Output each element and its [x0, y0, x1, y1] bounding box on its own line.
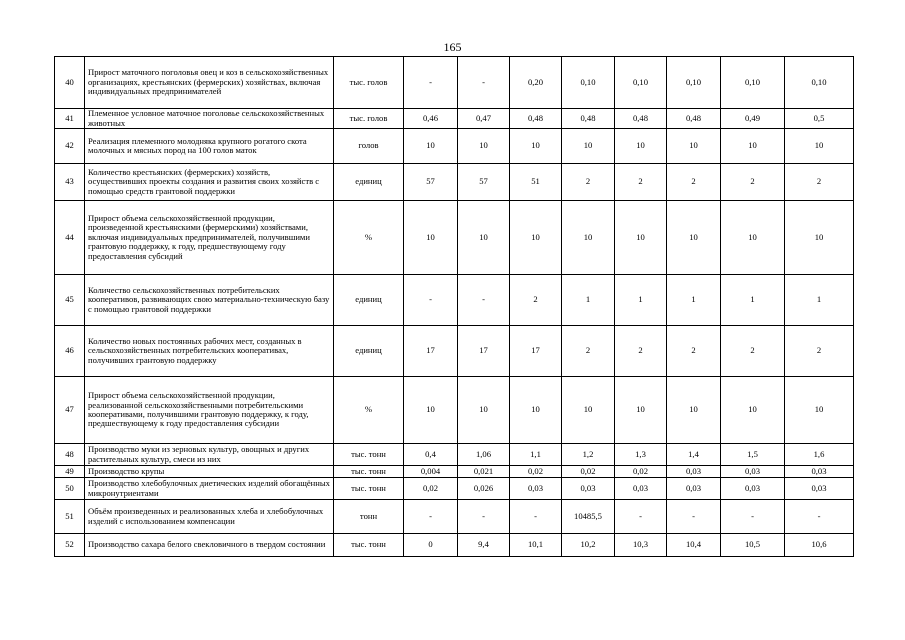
value-cell: 0,03: [785, 478, 854, 500]
indicator-name-cell: Производство хлебобулочных диетических изделий обогащённых микронутриентами: [85, 478, 334, 500]
value-cell: 2: [615, 326, 667, 377]
value-cell: 0,03: [785, 466, 854, 478]
value-cell: 0,47: [458, 109, 510, 129]
indicator-name-cell: Количество крестьянских (фермерских) хозяйств, осуществивших проекты создания и развития своих хозяйств с помощью средств грантовой поддержки: [85, 164, 334, 201]
indicator-name-cell: Производство муки из зерновых культур, овощных и других растительных культур, смеси из них: [85, 444, 334, 466]
row-number-cell: 40: [55, 57, 85, 109]
value-cell: -: [721, 500, 785, 534]
unit-cell: тыс. тонн: [334, 466, 404, 478]
value-cell: 1,06: [458, 444, 510, 466]
row-number-cell: 43: [55, 164, 85, 201]
row-number-cell: 48: [55, 444, 85, 466]
indicator-name-cell: Производство сахара белого свекловичного в твердом состоянии: [85, 534, 334, 557]
value-cell: 10: [785, 129, 854, 164]
indicator-name-cell: Прирост объема сельскохозяйственной продукции, произведенной крестьянскими (фермерскими) хозяйствами, включая индивидуальных предпринимателей, получившими грантовую поддержку, к году, предшествующему году предоставления субсидий: [85, 201, 334, 275]
value-cell: 10: [562, 377, 615, 444]
row-number-cell: 46: [55, 326, 85, 377]
value-cell: 10: [667, 129, 721, 164]
value-cell: -: [458, 57, 510, 109]
table-row: [55, 201, 854, 275]
value-cell: 10: [721, 201, 785, 275]
value-cell: -: [615, 500, 667, 534]
value-cell: 2: [721, 164, 785, 201]
value-cell: 0,10: [615, 57, 667, 109]
table-row: [55, 109, 854, 129]
value-cell: 0,03: [721, 478, 785, 500]
value-cell: 17: [510, 326, 562, 377]
value-cell: -: [404, 275, 458, 326]
value-cell: 10: [404, 377, 458, 444]
indicator-name-cell: Прирост объема сельскохозяйственной продукции, реализованной сельскохозяйственными потребительскими кооперативами, получившими грантовую поддержку, к году, предшествующему к году предоставления субсидии: [85, 377, 334, 444]
value-cell: 17: [404, 326, 458, 377]
value-cell: 1,3: [615, 444, 667, 466]
indicator-name-cell: Производство крупы: [85, 466, 334, 478]
value-cell: 10: [721, 377, 785, 444]
table-row: [55, 57, 854, 109]
table-row: [55, 326, 854, 377]
row-number-cell: 51: [55, 500, 85, 534]
value-cell: 1: [615, 275, 667, 326]
table-row: [55, 478, 854, 500]
indicator-name-cell: Количество новых постоянных рабочих мест, созданных в сельскохозяйственных потребительских кооперативах, получивших грантовую поддержку: [85, 326, 334, 377]
value-cell: 2: [667, 326, 721, 377]
value-cell: 2: [785, 164, 854, 201]
unit-cell: %: [334, 377, 404, 444]
value-cell: 0,03: [721, 466, 785, 478]
table-row: [55, 377, 854, 444]
unit-cell: тыс. тонн: [334, 534, 404, 557]
value-cell: -: [458, 500, 510, 534]
value-cell: 57: [458, 164, 510, 201]
value-cell: 0,49: [721, 109, 785, 129]
table-row: [55, 129, 854, 164]
unit-cell: единиц: [334, 275, 404, 326]
value-cell: -: [458, 275, 510, 326]
value-cell: 0,03: [615, 478, 667, 500]
value-cell: 2: [562, 326, 615, 377]
indicator-name-cell: Реализация племенного молодняка крупного рогатого скота молочных и мясных пород на 100 голов маток: [85, 129, 334, 164]
value-cell: 1,2: [562, 444, 615, 466]
value-cell: 17: [458, 326, 510, 377]
indicators-table: [54, 56, 854, 557]
value-cell: -: [785, 500, 854, 534]
value-cell: 1,6: [785, 444, 854, 466]
table-row: [55, 534, 854, 557]
table-row: [55, 275, 854, 326]
value-cell: 0,021: [458, 466, 510, 478]
value-cell: 10: [562, 129, 615, 164]
value-cell: 0,026: [458, 478, 510, 500]
value-cell: 0,10: [721, 57, 785, 109]
value-cell: 1: [562, 275, 615, 326]
value-cell: 10: [510, 129, 562, 164]
value-cell: 10: [721, 129, 785, 164]
value-cell: 10: [667, 201, 721, 275]
value-cell: 0,10: [785, 57, 854, 109]
value-cell: 1,1: [510, 444, 562, 466]
value-cell: 10: [785, 377, 854, 444]
value-cell: 0,48: [667, 109, 721, 129]
value-cell: 10,5: [721, 534, 785, 557]
value-cell: 2: [562, 164, 615, 201]
value-cell: 10: [667, 377, 721, 444]
value-cell: 0,03: [667, 478, 721, 500]
value-cell: 10: [615, 377, 667, 444]
table-row: [55, 164, 854, 201]
row-number-cell: 44: [55, 201, 85, 275]
unit-cell: тыс. тонн: [334, 444, 404, 466]
row-number-cell: 47: [55, 377, 85, 444]
indicator-name-cell: Количество сельскохозяйственных потребительских кооперативов, развивающих свою материально-техническую базу с помощью грантовой поддержки: [85, 275, 334, 326]
value-cell: 0,02: [404, 478, 458, 500]
unit-cell: единиц: [334, 164, 404, 201]
value-cell: 0,02: [510, 466, 562, 478]
value-cell: 2: [667, 164, 721, 201]
value-cell: 0,20: [510, 57, 562, 109]
value-cell: 10: [404, 201, 458, 275]
table-row: [55, 444, 854, 466]
value-cell: 10: [458, 377, 510, 444]
value-cell: 10: [615, 201, 667, 275]
value-cell: 10: [510, 377, 562, 444]
value-cell: 1: [785, 275, 854, 326]
value-cell: 10,6: [785, 534, 854, 557]
row-number-cell: 41: [55, 109, 85, 129]
value-cell: 10: [458, 129, 510, 164]
indicator-name-cell: Племенное условное маточное поголовье сельскохозяйственных животных: [85, 109, 334, 129]
value-cell: 0,48: [510, 109, 562, 129]
value-cell: 0,10: [667, 57, 721, 109]
value-cell: 10485,5: [562, 500, 615, 534]
value-cell: 0,10: [562, 57, 615, 109]
value-cell: 57: [404, 164, 458, 201]
value-cell: 51: [510, 164, 562, 201]
value-cell: 1,5: [721, 444, 785, 466]
value-cell: 2: [510, 275, 562, 326]
value-cell: 10: [510, 201, 562, 275]
value-cell: 10,3: [615, 534, 667, 557]
row-number-cell: 49: [55, 466, 85, 478]
value-cell: 0,5: [785, 109, 854, 129]
page-number: 165: [443, 40, 462, 54]
value-cell: 1,4: [667, 444, 721, 466]
value-cell: 0,03: [510, 478, 562, 500]
row-number-cell: 45: [55, 275, 85, 326]
value-cell: 1: [721, 275, 785, 326]
value-cell: -: [404, 57, 458, 109]
value-cell: 10: [404, 129, 458, 164]
row-number-cell: 42: [55, 129, 85, 164]
value-cell: 10: [785, 201, 854, 275]
unit-cell: тыс. тонн: [334, 478, 404, 500]
unit-cell: тонн: [334, 500, 404, 534]
value-cell: 10,2: [562, 534, 615, 557]
table-body: [55, 57, 854, 557]
value-cell: 2: [785, 326, 854, 377]
value-cell: 0,48: [562, 109, 615, 129]
value-cell: 0,02: [615, 466, 667, 478]
value-cell: 0,03: [562, 478, 615, 500]
value-cell: 10: [615, 129, 667, 164]
row-number-cell: 52: [55, 534, 85, 557]
unit-cell: голов: [334, 129, 404, 164]
value-cell: 9,4: [458, 534, 510, 557]
table-row: [55, 466, 854, 478]
value-cell: 10: [562, 201, 615, 275]
row-number-cell: 50: [55, 478, 85, 500]
value-cell: 10,1: [510, 534, 562, 557]
unit-cell: %: [334, 201, 404, 275]
value-cell: -: [667, 500, 721, 534]
value-cell: 0,03: [667, 466, 721, 478]
value-cell: 0,4: [404, 444, 458, 466]
unit-cell: тыс. голов: [334, 57, 404, 109]
table-row: [55, 500, 854, 534]
value-cell: 0,02: [562, 466, 615, 478]
value-cell: 2: [721, 326, 785, 377]
value-cell: 0: [404, 534, 458, 557]
unit-cell: тыс. голов: [334, 109, 404, 129]
value-cell: 2: [615, 164, 667, 201]
indicator-name-cell: Объём произведенных и реализованных хлеба и хлебобулочных изделий с использованием компенсации: [85, 500, 334, 534]
unit-cell: единиц: [334, 326, 404, 377]
value-cell: 1: [667, 275, 721, 326]
value-cell: 10: [458, 201, 510, 275]
value-cell: 10,4: [667, 534, 721, 557]
indicator-name-cell: Прирост маточного поголовья овец и коз в сельскохозяйственных организациях, крестьянских (фермерских) хозяйствах, включая индивидуальных предпринимателей: [85, 57, 334, 109]
value-cell: 0,46: [404, 109, 458, 129]
value-cell: -: [404, 500, 458, 534]
value-cell: -: [510, 500, 562, 534]
value-cell: 0,48: [615, 109, 667, 129]
value-cell: 0,004: [404, 466, 458, 478]
